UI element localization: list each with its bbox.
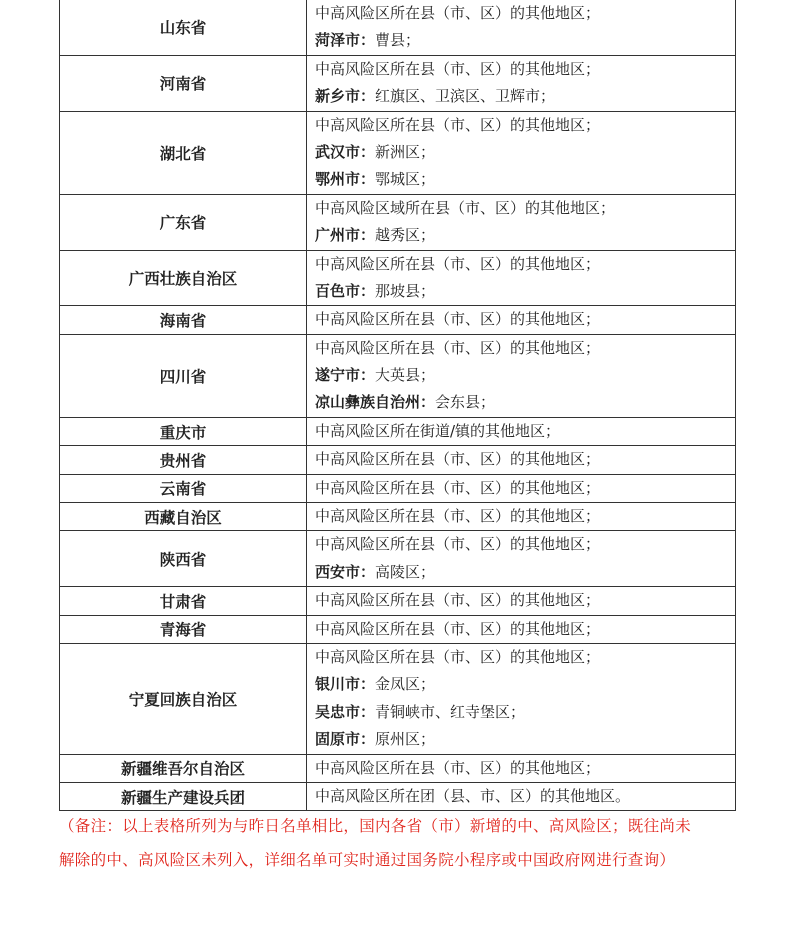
table-row <box>60 782 736 810</box>
city-label: 新乡市： <box>315 87 376 106</box>
table-row <box>60 0 736 55</box>
detail-line <box>315 389 735 416</box>
table-row <box>60 194 736 250</box>
detail-line <box>315 559 735 586</box>
detail-cell <box>307 615 736 643</box>
detail-cell <box>307 111 736 194</box>
detail-line <box>315 222 735 249</box>
area-text: 鄂城区； <box>375 170 436 189</box>
detail-line <box>315 112 735 139</box>
detail-line <box>315 671 735 698</box>
table-row <box>60 306 736 334</box>
province-cell: 广西壮族自治区 <box>60 250 307 306</box>
area-text: 中高风险区所在县（市、区）的其他地区； <box>315 758 601 777</box>
area-text: 新洲区； <box>375 142 436 161</box>
detail-cell <box>307 446 736 474</box>
detail-cell <box>307 0 736 55</box>
area-text: 中高风险区所在团（县、市、区）的其他地区。 <box>315 786 631 805</box>
detail-line <box>315 503 735 530</box>
risk-area-table-container <box>59 0 736 811</box>
detail-cell <box>307 474 736 502</box>
detail-cell <box>307 531 736 587</box>
table-row <box>60 446 736 474</box>
detail-cell <box>307 194 736 250</box>
detail-line <box>315 335 735 362</box>
detail-line <box>315 0 735 27</box>
province-cell: 四川省 <box>60 334 307 417</box>
detail-cell <box>307 334 736 417</box>
area-text: 中高风险区域所在县（市、区）的其他地区； <box>315 198 616 217</box>
risk-area-table <box>59 0 736 811</box>
area-text: 中高风险区所在县（市、区）的其他地区； <box>315 478 601 497</box>
city-label: 武汉市： <box>315 142 376 161</box>
detail-cell <box>307 250 736 306</box>
province-cell: 贵州省 <box>60 446 307 474</box>
detail-line <box>315 56 735 83</box>
area-text: 红旗区、卫滨区、卫辉市； <box>375 87 556 106</box>
area-text: 中高风险区所在县（市、区）的其他地区； <box>315 450 601 469</box>
detail-line <box>315 783 735 810</box>
province-cell: 青海省 <box>60 615 307 643</box>
table-row <box>60 111 736 194</box>
area-text: 中高风险区所在县（市、区）的其他地区； <box>315 59 601 78</box>
detail-line <box>315 362 735 389</box>
province-cell: 陕西省 <box>60 531 307 587</box>
province-cell: 湖北省 <box>60 111 307 194</box>
detail-line <box>315 83 735 110</box>
detail-line <box>315 755 735 782</box>
detail-cell <box>307 587 736 615</box>
detail-line <box>315 195 735 222</box>
detail-line <box>315 644 735 671</box>
city-label: 凉山彝族自治州： <box>315 393 436 412</box>
detail-line <box>315 446 735 473</box>
table-row <box>60 334 736 417</box>
area-text: 中高风险区所在县（市、区）的其他地区； <box>315 338 601 357</box>
detail-cell <box>307 306 736 334</box>
detail-line <box>315 27 735 54</box>
detail-line <box>315 166 735 193</box>
area-text: 中高风险区所在县（市、区）的其他地区； <box>315 310 601 329</box>
province-cell: 广东省 <box>60 194 307 250</box>
area-text: 高陵区； <box>375 562 436 581</box>
city-label: 鄂州市： <box>315 170 376 189</box>
province-cell: 宁夏回族自治区 <box>60 643 307 754</box>
province-cell: 甘肃省 <box>60 587 307 615</box>
detail-cell <box>307 754 736 782</box>
detail-cell <box>307 55 736 111</box>
detail-line <box>315 699 735 726</box>
city-label: 银川市： <box>315 675 376 694</box>
province-cell: 云南省 <box>60 474 307 502</box>
province-cell: 新疆生产建设兵团 <box>60 782 307 810</box>
table-row <box>60 417 736 445</box>
area-text: 曹县； <box>375 31 421 50</box>
city-label: 固原市： <box>315 730 376 749</box>
detail-line <box>315 726 735 753</box>
area-text: 越秀区； <box>375 226 436 245</box>
area-text: 中高风险区所在县（市、区）的其他地区； <box>315 591 601 610</box>
area-text: 中高风险区所在县（市、区）的其他地区； <box>315 115 601 134</box>
table-row <box>60 587 736 615</box>
detail-line <box>315 616 735 643</box>
area-text: 中高风险区所在县（市、区）的其他地区； <box>315 507 601 526</box>
city-label: 菏泽市： <box>315 31 376 50</box>
detail-line <box>315 251 735 278</box>
province-cell: 山东省 <box>60 0 307 55</box>
table-row <box>60 754 736 782</box>
area-text: 中高风险区所在街道/镇的其他地区； <box>315 421 561 440</box>
area-text: 青铜峡市、红寺堡区； <box>375 702 526 721</box>
city-label: 西安市： <box>315 562 376 581</box>
area-text: 中高风险区所在县（市、区）的其他地区； <box>315 254 601 273</box>
area-text: 中高风险区所在县（市、区）的其他地区； <box>315 619 601 638</box>
detail-line <box>315 418 735 445</box>
table-row <box>60 643 736 754</box>
detail-cell <box>307 503 736 531</box>
city-label: 吴忠市： <box>315 702 376 721</box>
footnote-line-1: （备注：以上表格所列为与昨日名单相比，国内各省（市）新增的中、高风险区；既往尚未 <box>59 817 692 835</box>
area-text: 中高风险区所在县（市、区）的其他地区； <box>315 4 601 22</box>
table-row <box>60 503 736 531</box>
area-text: 原州区； <box>375 730 436 749</box>
footnote <box>59 809 749 877</box>
detail-cell <box>307 782 736 810</box>
table-row <box>60 531 736 587</box>
area-text: 大英县； <box>375 366 436 385</box>
province-cell: 新疆维吾尔自治区 <box>60 754 307 782</box>
area-text: 中高风险区所在县（市、区）的其他地区； <box>315 647 601 666</box>
footnote-line-2: 解除的中、高风险区未列入，详细名单可实时通过国务院小程序或中国政府网进行查询） <box>59 851 676 869</box>
detail-cell <box>307 417 736 445</box>
province-cell: 重庆市 <box>60 417 307 445</box>
area-text: 金凤区； <box>375 675 436 694</box>
table-row <box>60 250 736 306</box>
detail-line <box>315 306 735 333</box>
city-label: 百色市： <box>315 281 376 300</box>
province-cell: 西藏自治区 <box>60 503 307 531</box>
detail-line <box>315 278 735 305</box>
area-text: 会东县； <box>435 393 496 412</box>
area-text: 那坡县； <box>375 281 436 300</box>
risk-area-table-body <box>60 0 736 811</box>
city-label: 广州市： <box>315 226 376 245</box>
table-row <box>60 474 736 502</box>
table-row <box>60 55 736 111</box>
area-text: 中高风险区所在县（市、区）的其他地区； <box>315 535 601 554</box>
city-label: 遂宁市： <box>315 366 376 385</box>
detail-line <box>315 587 735 614</box>
table-row <box>60 615 736 643</box>
province-cell: 河南省 <box>60 55 307 111</box>
detail-line <box>315 139 735 166</box>
detail-cell <box>307 643 736 754</box>
detail-line <box>315 531 735 558</box>
detail-line <box>315 475 735 502</box>
province-cell: 海南省 <box>60 306 307 334</box>
